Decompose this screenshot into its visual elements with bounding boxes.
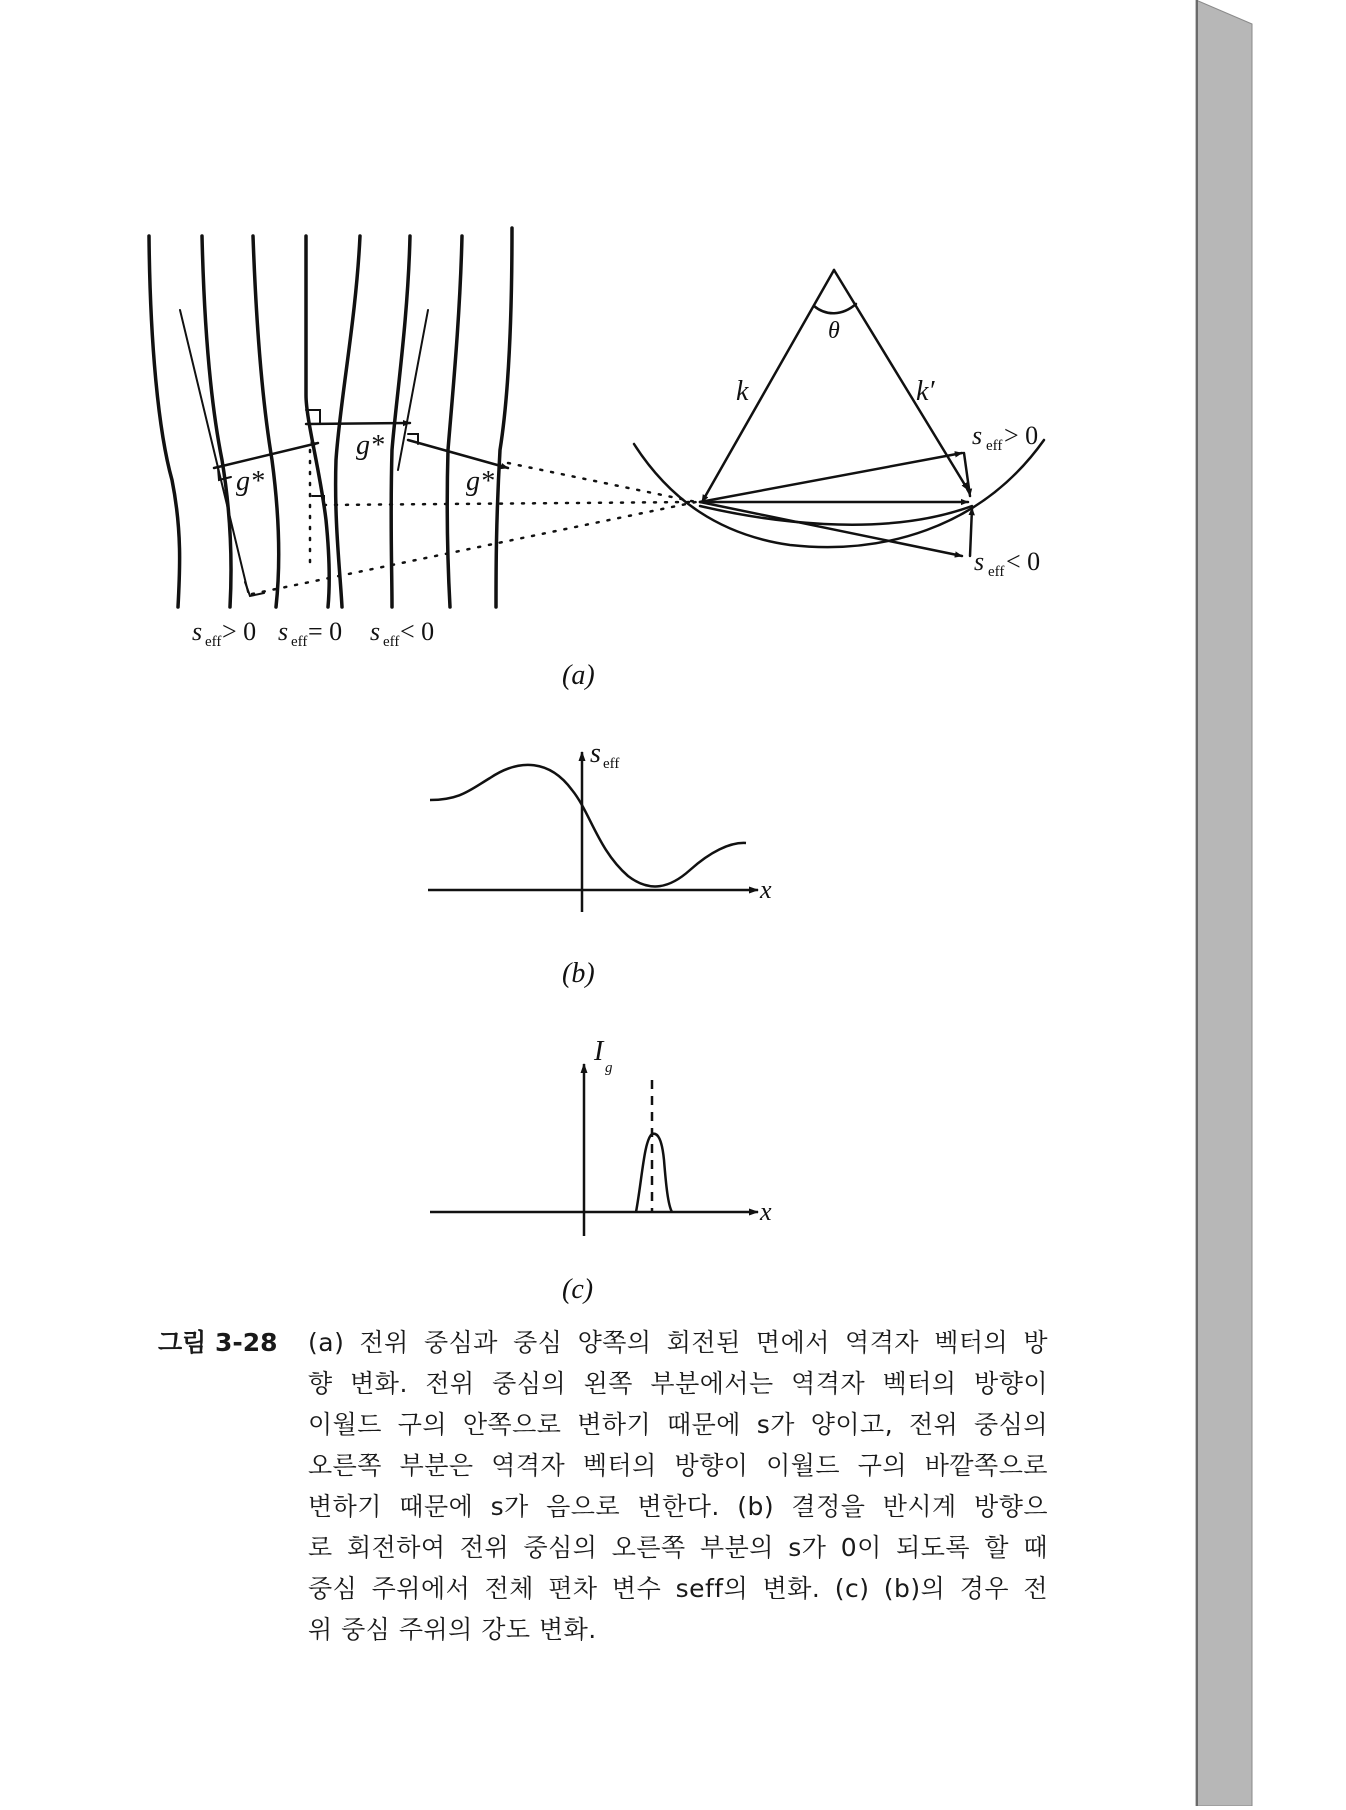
s-bottom-1: s xyxy=(192,617,203,646)
caption-line: 중심 주위에서 전체 편차 변수 seff의 변화. (c) (b)의 경우 전 xyxy=(308,1574,1048,1603)
caption-line: 향 변화. 전위 중심의 왼쪽 부분에서는 역격자 벡터의 방향이 xyxy=(308,1369,1048,1398)
c-x-label: x xyxy=(760,1197,772,1226)
book-edge xyxy=(1196,0,1252,1806)
b-y-label-sub: eff xyxy=(603,756,620,772)
caption-line: (a) 전위 중심과 중심 양쪽의 회전된 면에서 역격자 벡터의 방 xyxy=(308,1328,1048,1357)
s-bottom-2-sub: eff xyxy=(291,634,308,650)
panel-label-b: (b) xyxy=(562,958,595,989)
s-eff-curve xyxy=(430,765,746,887)
s-eff-neg-rel: < 0 xyxy=(1006,547,1041,576)
s-eff-neg-sub: eff xyxy=(988,564,1005,580)
figure-a xyxy=(149,228,1044,607)
caption-line: 로 회전하여 전위 중심의 오른쪽 부분의 s가 0이 되도록 할 때 xyxy=(308,1533,1048,1562)
s-eff-neg-label: s xyxy=(974,547,985,576)
intensity-peak xyxy=(636,1134,672,1212)
panel-label-c: (c) xyxy=(562,1274,594,1305)
caption-line: 위 중심 주위의 강도 변화. xyxy=(308,1615,597,1644)
s-eff-pos-label: s xyxy=(972,421,983,450)
figure-caption xyxy=(158,1322,1048,1650)
s-bottom-3: s xyxy=(370,617,381,646)
b-y-label: s xyxy=(590,738,601,769)
panel-label-a: (a) xyxy=(562,660,595,691)
k-prime-label: k′ xyxy=(916,376,935,407)
k-label: k xyxy=(736,376,749,407)
ewald-construction xyxy=(634,270,1044,556)
b-x-label: x xyxy=(760,875,772,904)
figure-a-labels xyxy=(192,318,1040,691)
s-bottom-3-rel: < 0 xyxy=(400,617,435,646)
s-eff-pos-sub: eff xyxy=(986,438,1003,454)
s-eff-pos-rel: > 0 xyxy=(1004,421,1039,450)
caption-label: 그림 3-28 xyxy=(158,1328,278,1357)
figure-c-labels xyxy=(562,1036,772,1305)
g-star-label-1: g* xyxy=(236,466,264,497)
caption-line: 변하기 때문에 s가 음으로 변한다. (b) 결정을 반시계 방향으 xyxy=(308,1492,1048,1521)
c-y-label: I xyxy=(594,1036,604,1067)
c-y-label-sub: g xyxy=(605,1060,613,1076)
theta-label: θ xyxy=(828,318,840,344)
s-bottom-3-sub: eff xyxy=(383,634,400,650)
s-bottom-2-rel: = 0 xyxy=(308,617,343,646)
figure-c xyxy=(430,1064,758,1236)
g-star-label-2: g* xyxy=(356,430,384,461)
caption-line: 이월드 구의 안쪽으로 변하기 때문에 s가 양이고, 전위 중심의 xyxy=(308,1410,1048,1439)
g-star-label-3: g* xyxy=(466,466,494,497)
figure-b xyxy=(428,752,758,912)
s-bottom-1-sub: eff xyxy=(205,634,222,650)
right-angle-marks xyxy=(218,410,418,596)
s-bottom-1-rel: > 0 xyxy=(222,617,257,646)
s-bottom-2: s xyxy=(278,617,289,646)
caption-line: 오른쪽 부분은 역격자 벡터의 방향이 이월드 구의 바깥쪽으로 xyxy=(308,1451,1048,1480)
figure-b-labels xyxy=(562,738,772,989)
caption-body xyxy=(308,1322,1048,1650)
